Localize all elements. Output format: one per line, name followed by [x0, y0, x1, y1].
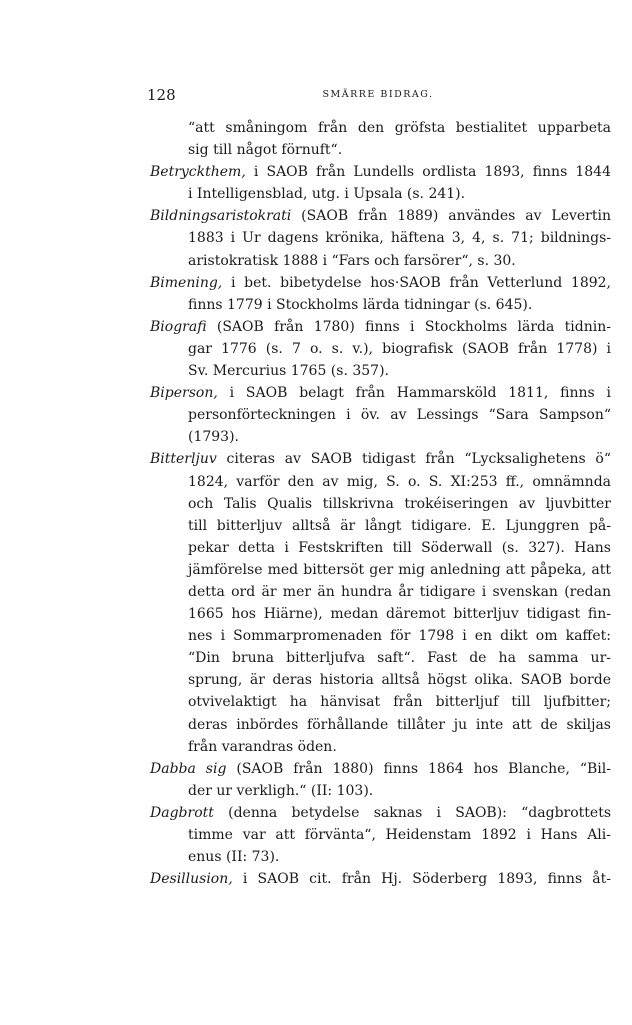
line-text: sprung, är deras historia alltså högst olika. SAOB borde: [188, 672, 611, 689]
text-line: [150, 714, 611, 736]
line-text: nes i Sommarpromenaden för 1798 i en dikt om kaffet:: [188, 628, 611, 645]
line-text: (SAOB från 1889) användes av Levertin: [291, 208, 611, 225]
text-line: [150, 227, 611, 249]
running-title: SMÄRRE BIDRAG.: [322, 89, 434, 100]
text-line: [150, 183, 611, 205]
line-text: aristokratisk 1888 i “Fars och farsörer“, s. 30.: [188, 252, 516, 269]
text-line: [150, 471, 611, 493]
text-line: [150, 603, 611, 625]
text-line: [150, 581, 611, 603]
text-line: [150, 515, 611, 537]
line-text: pekar detta i Festskriften till Söderwall (s. 327). Hans: [188, 539, 611, 556]
line-text: i SAOB belagt från Hammarsköld 1811, finns i: [217, 385, 611, 402]
text-line: [150, 117, 611, 139]
text-line: [150, 625, 611, 647]
entry-headword: Betrycktheт,: [150, 164, 246, 181]
line-text: (1793).: [188, 429, 240, 446]
page-number: 128: [147, 86, 176, 104]
text-line: [150, 316, 611, 338]
entry-headword: Biografi: [150, 318, 207, 335]
line-text: “Din bruna bitterljufva saft“. Fast de ha samma ur-: [188, 650, 611, 667]
text-line: [150, 691, 611, 713]
text-line: [150, 537, 611, 559]
line-text: (denna betydelse saknas i SAOB): “dagbrottets: [213, 804, 611, 821]
text-line: [150, 559, 611, 581]
text-line: [150, 426, 611, 448]
text-line: [150, 448, 611, 470]
line-text: (SAOB från 1780) finns i Stockholms lärda tidnin-: [206, 318, 611, 335]
entry-headword: Biperson,: [150, 385, 218, 402]
line-text: (SAOB från 1880) finns 1864 hos Blanche, “Bil-: [226, 760, 611, 777]
text-line: [150, 669, 611, 691]
line-text: finns 1779 i Stockholms lärda tidningar (s. 645).: [188, 296, 533, 313]
line-text: deras inbördes förhållande tillåter ju inte att de skiljas: [188, 716, 611, 733]
line-text: detta ord är mer än hundra år tidigare i svenskan (redan: [188, 583, 611, 600]
text-line: [150, 493, 611, 515]
line-text: otvivelaktigt ha hänvisat från bitterljuf till ljufbitter;: [188, 694, 611, 711]
text-line: [150, 868, 611, 890]
line-text: till bitterljuv alltså är långt tidigare. E. Ljunggren på-: [188, 517, 611, 534]
line-text: enus (II: 73).: [188, 849, 280, 866]
entry-headword: Bimening,: [150, 274, 223, 291]
line-text: 1883 i Ur dagens krönika, häftena 3, 4, s. 71; bildnings-: [188, 230, 611, 247]
text-line: [150, 736, 611, 758]
text-line: [150, 139, 611, 161]
line-text: der ur verkligh.“ (II: 103).: [188, 782, 374, 799]
text-line: [150, 294, 611, 316]
entry-headword: Desillusion,: [150, 871, 233, 888]
line-text: i SAOB cit. från Hj. Söderberg 1893, finns åt-: [232, 871, 611, 888]
line-text: och Talis Qualis tillskrivna trokéiseringen av ljuvbitter: [188, 495, 611, 512]
text-line: [150, 360, 611, 382]
text-line: [150, 161, 611, 183]
line-text: gar 1776 (s. 7 o. s. v.), biografisk (SAOB från 1778) i: [188, 340, 611, 357]
line-text: i SAOB från Lundells ordlista 1893, finns 1844: [245, 164, 611, 181]
text-line: [150, 250, 611, 272]
text-line: [150, 338, 611, 360]
text-line: [150, 846, 611, 868]
line-text: personförteckningen i öv. av Lessings “Sara Sampson“: [188, 407, 611, 424]
line-text: i bet. bibetydelse hos·SAOB från Vetterlund 1892,: [222, 274, 611, 291]
line-text: Sv. Mercurius 1765 (s. 357).: [188, 363, 389, 380]
line-text: timme var att förvänta“, Heidenstam 1892 i Hans Ali-: [188, 827, 611, 843]
entry-headword: Dagbrott: [150, 804, 214, 821]
entry-headword: Bildningsaristokrati: [150, 208, 292, 225]
line-text: citeras av SAOB tidigast från “Lycksalighetens ö“: [216, 451, 611, 468]
entry-headword: Bitterljuv: [150, 451, 217, 468]
line-text: jämförelse med bittersöt ger mig anledning att påpeka, att: [188, 561, 611, 578]
text-line: [150, 205, 611, 227]
text-line: [150, 272, 611, 294]
page-body: [150, 117, 611, 890]
line-text: “att småningom från den gröfsta bestialitet upparbeta: [188, 120, 611, 136]
text-line: [150, 802, 611, 824]
text-line: [150, 824, 611, 846]
entry-headword: Dabba sig: [150, 760, 227, 777]
running-head: [147, 86, 609, 106]
text-line: [150, 758, 611, 780]
line-text: från varandras öden.: [188, 738, 337, 755]
text-line: [150, 404, 611, 426]
line-text: sig till något förnuft“.: [188, 142, 343, 159]
line-text: i Intelligensblad, utg. i Upsala (s. 241).: [188, 186, 466, 203]
text-line: [150, 382, 611, 404]
line-text: 1665 hos Hiärne), medan däremot bitterljuv tidigast fin-: [188, 606, 611, 623]
text-line: [150, 647, 611, 669]
line-text: 1824, varför den av mig, S. o. S. XI:253 ff., omnämnda: [188, 473, 611, 490]
text-line: [150, 780, 611, 802]
